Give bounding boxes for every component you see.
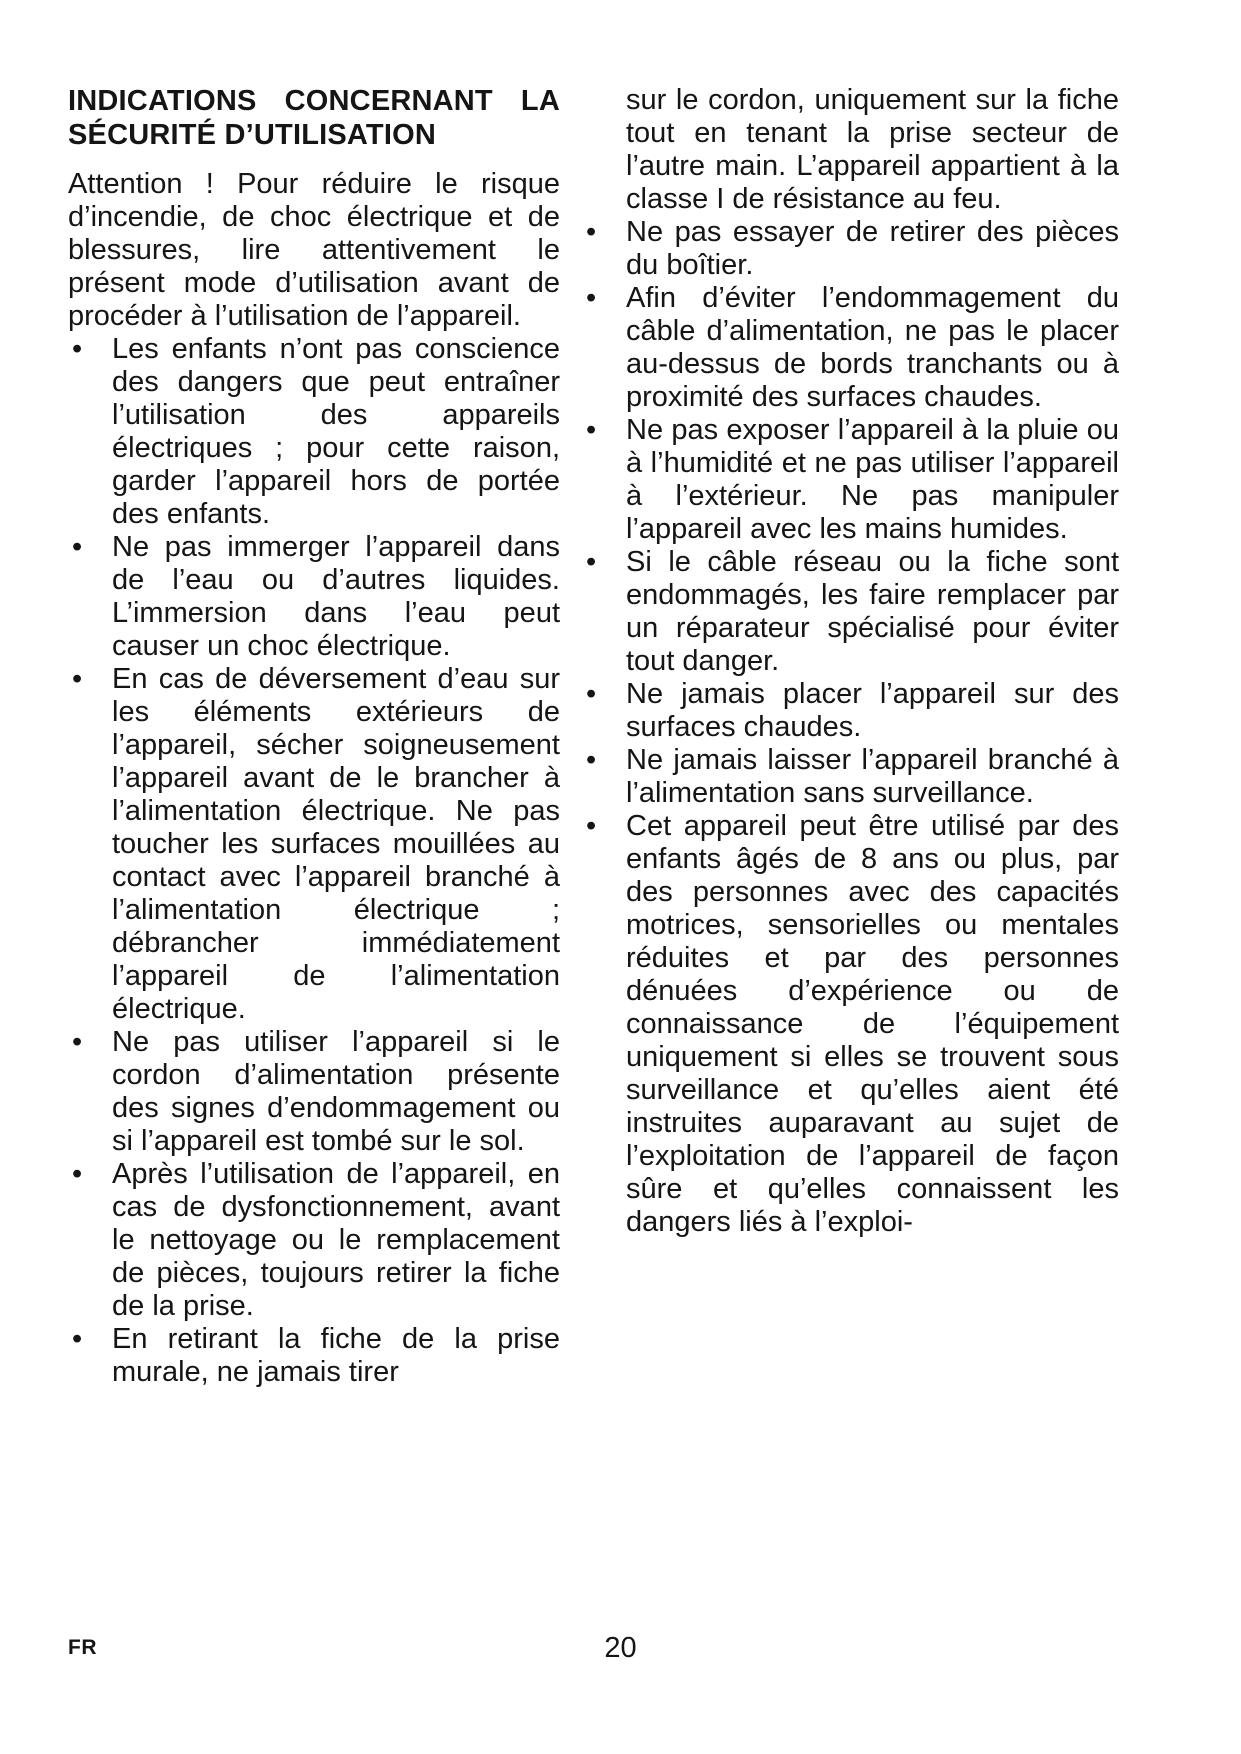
bullet-marker: • bbox=[72, 1026, 83, 1058]
bullet-marker: • bbox=[586, 414, 597, 446]
bullet-item bbox=[68, 531, 560, 663]
bullet-text: Les enfants n’ont pas conscience des dangers que peut entraîner l’utilisation des appareils électriques ; pour cette raison, garder l’appareil hors de portée des enfants. bbox=[112, 333, 560, 530]
bullet-text: Afin d’éviter l’endommagement du câble d’alimentation, ne pas le placer au-dessus de bords tranchants ou à proximité des surfaces chaudes. bbox=[626, 282, 1119, 413]
bullet-text: En cas de déversement d’eau sur les éléments extérieurs de l’appareil, sécher soigneusement l’appareil avant de le brancher à l’alimentation électrique. Ne pas toucher les surfaces mouillées au contact avec l’appareil branché à l’alimentation électrique ; débrancher immédiatement l’appareil de l’alimentation électrique. bbox=[112, 663, 560, 1025]
bullet-text: Ne pas exposer l’appareil à la pluie ou à l’humidité et ne pas utiliser l’appareil à l’extérieur. Ne pas manipuler l’appareil avec les mains humides. bbox=[626, 414, 1119, 545]
bullet-item bbox=[586, 744, 1119, 810]
bullet-marker: • bbox=[586, 810, 597, 842]
continuation-paragraph: sur le cordon, uniquement sur la fiche tout en tenant la prise secteur de l’autre main. L’appareil appartient à la classe I de résistance au feu. bbox=[626, 84, 1119, 215]
bullet-item bbox=[586, 414, 1119, 546]
bullet-item bbox=[586, 546, 1119, 678]
bullet-marker: • bbox=[72, 1158, 83, 1190]
bullet-marker: • bbox=[72, 663, 83, 695]
bullet-text: Ne pas utiliser l’appareil si le cordon d’alimentation présente des signes d’endommagement ou si l’appareil est tombé sur le sol. bbox=[112, 1026, 560, 1157]
bullet-text: Si le câble réseau ou la fiche sont endommagés, les faire remplacer par un réparateur spécialisé pour éviter tout danger. bbox=[626, 546, 1119, 677]
bullet-marker: • bbox=[72, 1323, 83, 1355]
bullet-text: Cet appareil peut être utilisé par des enfants âgés de 8 ans ou plus, par des personnes avec des capacités motrices, sensorielles ou mentales réduites et par des personnes dénuées d’expérience ou de connaissance de l’équipement uniquement si elles se trouvent sous surveillance et qu’elles aient été instruites auparavant au sujet de l’exploitation de l’appareil de façon sûre et qu’elles connaissent les dangers liés à l’exploi- bbox=[626, 810, 1119, 1238]
intro-paragraph: Attention ! Pour réduire le risque d’incendie, de choc électrique et de blessures, lire attentivement le présent mode d’utilisation avant de procéder à l’utilisation de l’appareil. bbox=[68, 168, 560, 332]
bullet-marker: • bbox=[72, 531, 83, 563]
bullet-text: Ne jamais placer l’appareil sur des surfaces chaudes. bbox=[626, 678, 1119, 743]
bullet-marker: • bbox=[72, 333, 83, 365]
bullet-item bbox=[68, 1158, 560, 1323]
bullet-item bbox=[586, 810, 1119, 1239]
bullet-text: En retirant la fiche de la prise murale, ne jamais tirer bbox=[112, 1323, 560, 1388]
bullet-marker: • bbox=[586, 282, 597, 314]
footer-language-label: FR bbox=[68, 1636, 97, 1659]
bullet-marker: • bbox=[586, 216, 597, 248]
bullet-text: Ne jamais laisser l’appareil branché à l’alimentation sans surveillance. bbox=[626, 744, 1119, 809]
bullet-marker: • bbox=[586, 744, 597, 776]
bullet-item bbox=[68, 1026, 560, 1158]
page-number: 20 bbox=[604, 1632, 637, 1664]
bullet-item bbox=[68, 333, 560, 531]
bullet-marker: • bbox=[586, 546, 597, 578]
left-column bbox=[68, 84, 560, 1389]
bullet-item bbox=[586, 216, 1119, 282]
bullet-marker: • bbox=[586, 678, 597, 710]
text-columns bbox=[68, 84, 1119, 1389]
bullet-item bbox=[586, 282, 1119, 414]
bullet-item bbox=[586, 678, 1119, 744]
bullet-item bbox=[68, 663, 560, 1026]
bullet-text: Ne pas immerger l’appareil dans de l’eau ou d’autres liquides. L’immersion dans l’eau peut causer un choc électrique. bbox=[112, 531, 560, 662]
bullet-text: Ne pas essayer de retirer des pièces du boîtier. bbox=[626, 216, 1119, 281]
bullet-text: Après l’utilisation de l’appareil, en cas de dysfonctionnement, avant le nettoyage ou le remplacement de pièces, toujours retirer la fiche de la prise. bbox=[112, 1158, 560, 1322]
section-heading: INDICATIONS CONCERNANT LA SÉCURITÉ D’UTILISATION bbox=[68, 85, 560, 151]
bullet-item bbox=[68, 1323, 560, 1389]
right-column bbox=[586, 84, 1119, 1239]
